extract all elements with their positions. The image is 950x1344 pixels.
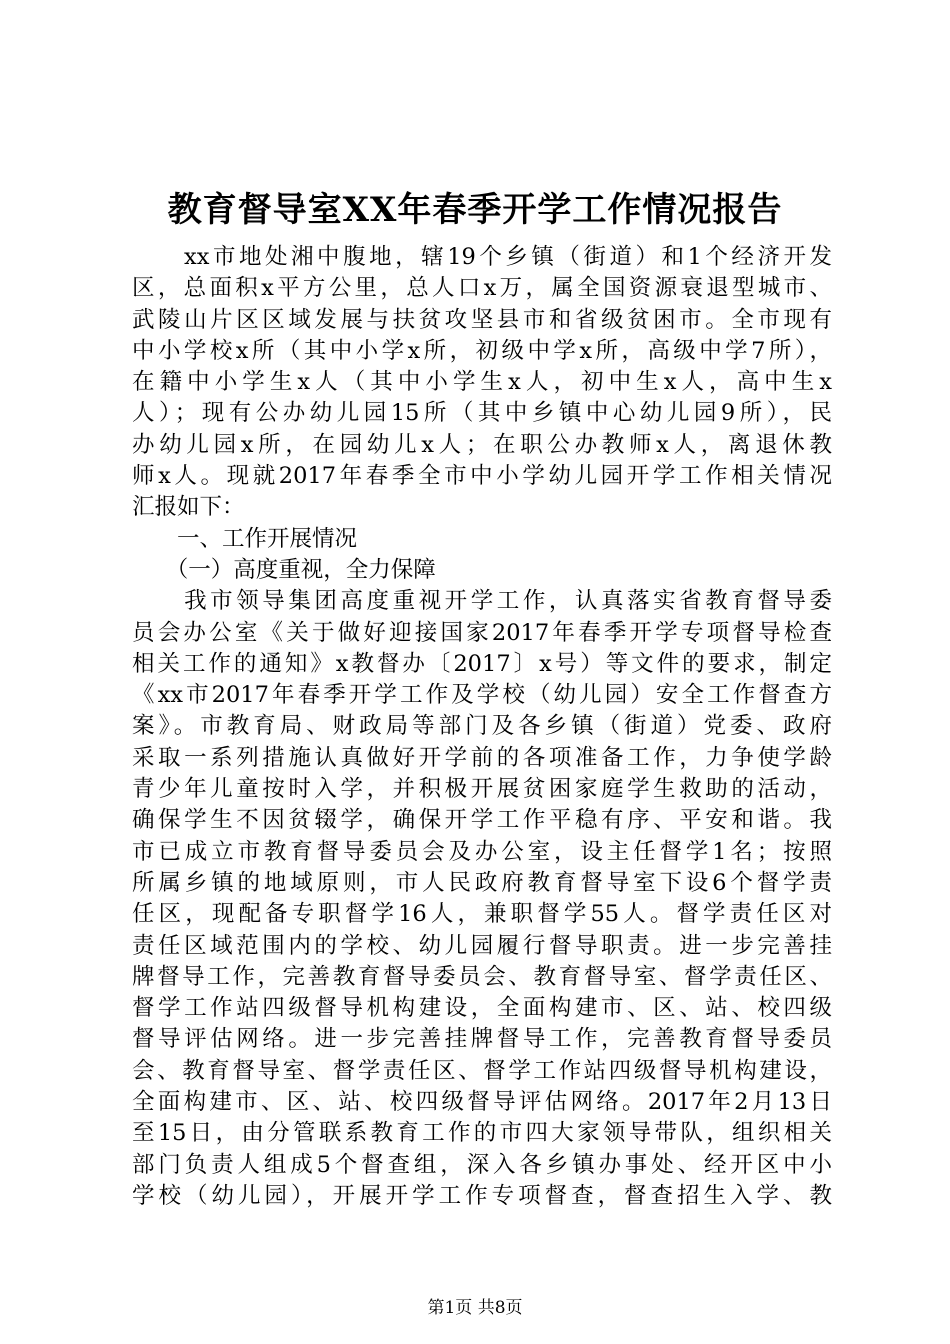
body-line: 办幼儿园x所，在园幼儿x人；在职公办教师x人，离退休教 [132,431,832,458]
body-line: 《xx市2017年春季开学工作及学校（幼儿园）安全工作督查方 [132,682,832,709]
body-line: 在籍中小学生x人（其中小学生x人，初中生x人，高中生x [132,369,832,396]
body-line: xx市地处湘中腹地，辖19个乡镇（街道）和1个经济开发 [132,244,832,270]
body-line: 汇报如下： [132,494,245,521]
body-line: 中小学校x所（其中小学x所，初级中学x所，高级中学7所）， [132,337,832,364]
body-line: 案》。市教育局、财政局等部门及各乡镇（街道）党委、政府 [132,713,832,740]
body-line: 至15日，由分管联系教育工作的市四大家领导带队，组织相关 [132,1120,832,1147]
body-line: 师x人。现就2017年春季全市中小学幼儿园开学工作相关情况 [132,463,832,490]
body-line: 所属乡镇的地域原则，市人民政府教育督导室下设6个督学责 [132,869,832,896]
body-line: 员会办公室《关于做好迎接国家2017年春季开学专项督导检查 [132,619,832,646]
body-line: 确保学生不因贫辍学，确保开学工作平稳有序、平安和谐。我 [132,807,832,834]
body-line: 我市领导集团高度重视开学工作，认真落实省教育督导委 [132,588,832,615]
body-line: 督学工作站四级督导机构建设，全面构建市、区、站、校四级 [132,995,832,1022]
body-line: 武陵山片区区域发展与扶贫攻坚县市和省级贫困市。全市现有 [132,306,832,333]
body-line: 任区，现配备专职督学16人，兼职督学55人。督学责任区对 [132,901,832,928]
body-line: 督导评估网络。进一步完善挂牌督导工作，完善教育督导委员 [132,1026,832,1053]
body-line: 相关工作的通知》x教督办〔2017〕x号）等文件的要求，制定 [132,650,832,677]
body-line: 责任区域范围内的学校、幼儿园履行督导职责。进一步完善挂 [132,932,832,959]
body-line: 全面构建市、区、站、校四级督导评估网络。2017年2月13日 [132,1089,832,1116]
body-line: 一、工作开展情况 [132,525,358,552]
document-body [132,242,832,1212]
body-line: 牌督导工作，完善教育督导委员会、教育督导室、督学责任区、 [132,963,832,990]
page-footer: 第1页 共8页 [427,1298,523,1318]
body-line: 部门负责人组成5个督查组，深入各乡镇办事处、经开区中小 [132,1151,832,1178]
body-line: 市已成立市教育督导委员会及办公室，设主任督学1名；按照 [132,838,832,865]
body-line: 区，总面积x平方公里，总人口x万，属全国资源衰退型城市、 [132,275,832,302]
body-line: 青少年儿童按时入学，并积极开展贫困家庭学生救助的活动， [132,776,832,803]
body-line: 学校（幼儿园），开展开学工作专项督查，督查招生入学、教 [132,1182,832,1209]
document-title: 教育督导室XX年春季开学工作情况报告 [167,190,783,230]
body-line: 采取一系列措施认真做好开学前的各项准备工作，力争使学龄 [132,744,832,771]
body-line: 人）；现有公办幼儿园15所（其中乡镇中心幼儿园9所），民 [132,400,832,427]
body-line: （一）高度重视，全力保障 [132,556,436,583]
body-line: 会、教育督导室、督学责任区、督学工作站四级督导机构建设， [132,1057,832,1084]
